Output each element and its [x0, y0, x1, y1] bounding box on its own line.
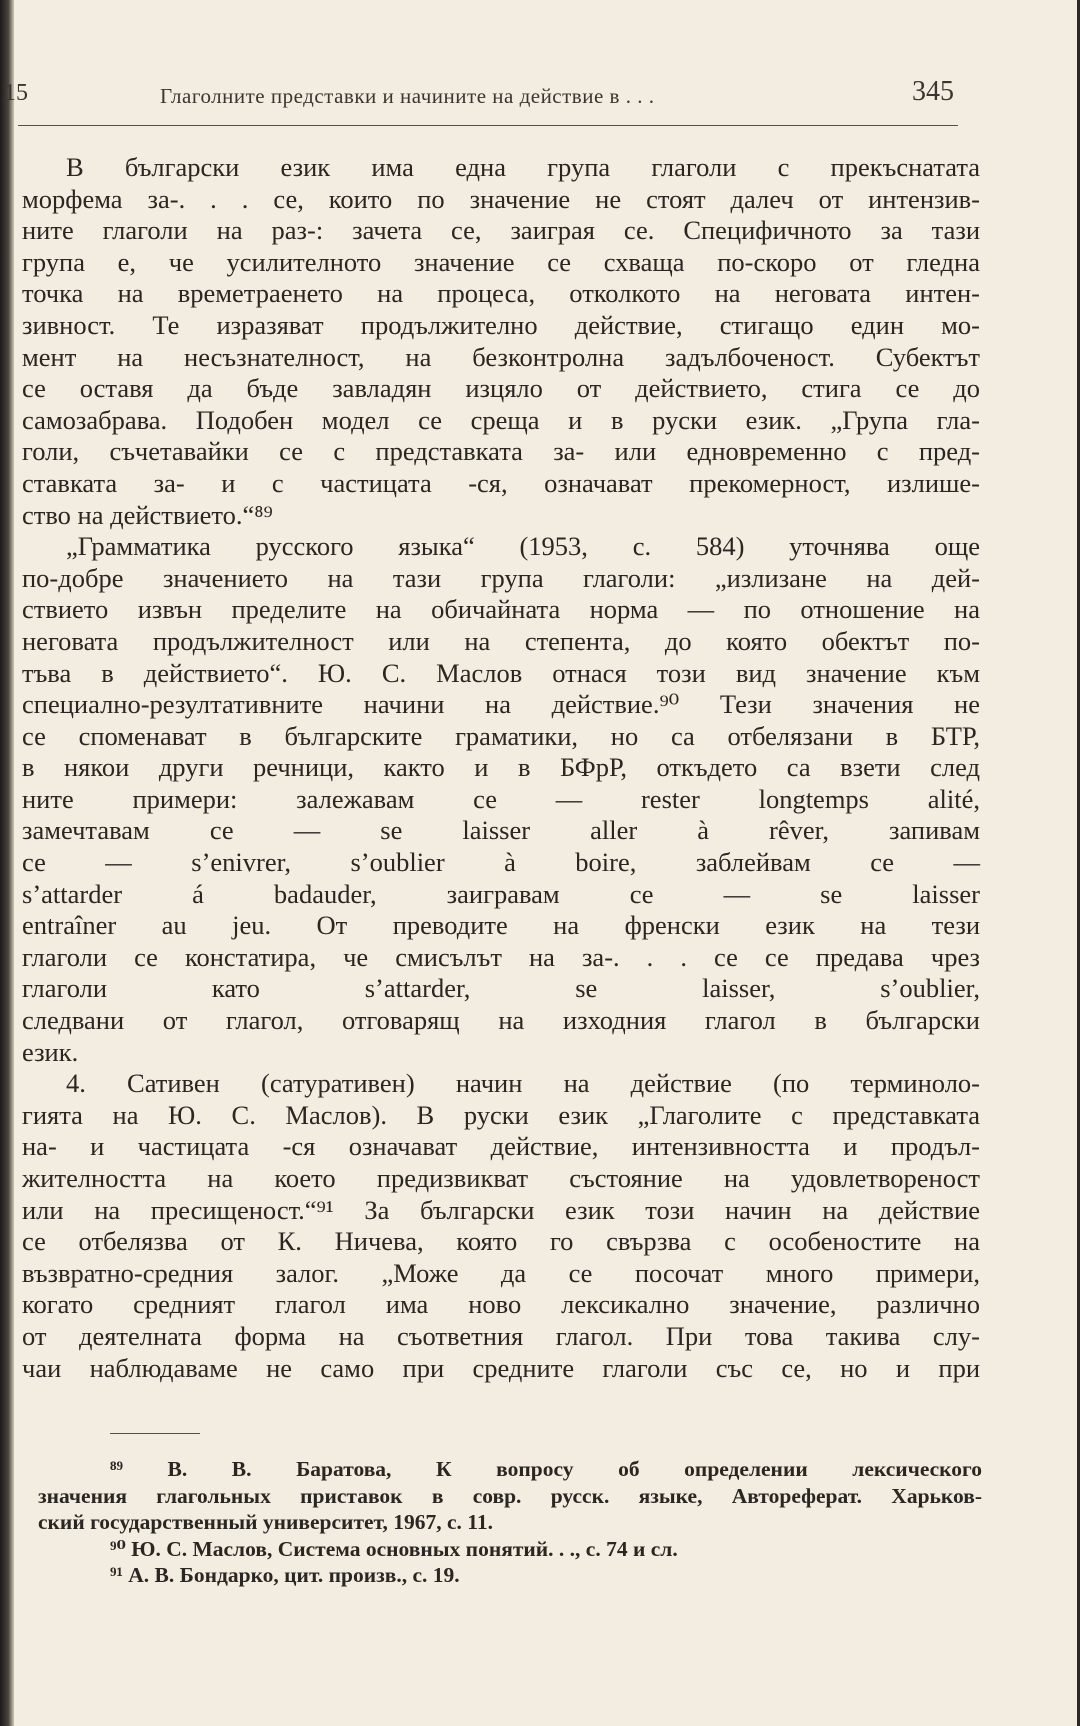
text-line: глаголи като s’attarder, se laisser, s’oublier,: [22, 973, 980, 1004]
footnotes: [38, 1456, 982, 1589]
text-line: ните глаголи на раз-: зачета се, заиграя се. Специфичното за тази: [22, 215, 980, 246]
text-line: се споменават в българските граматики, но са отбелязани в БТР,: [22, 720, 980, 751]
text-line: ствието извън пределите на обичайната норма — по отношение на: [22, 594, 980, 625]
text-line: специално-резултативните начини на действие.⁹⁰ Тези значения не: [22, 689, 980, 720]
text-line: зивност. Те изразяват продължително действие, стигащо един мо-: [22, 309, 980, 340]
text-line: неговата продължителност или на степента, до която обектът по-: [22, 625, 980, 656]
text-line: възвратно-средния залог. „Може да се посочат много примери,: [22, 1257, 980, 1288]
text-line: по-добре значението на тази група глаголи: „излизане на дей-: [22, 562, 980, 593]
text-line: се — s’enivrer, s’oublier à boire, заблейвам се —: [22, 847, 980, 878]
page-number: 345: [912, 76, 954, 107]
text-line: се отбелязва от К. Ничева, която го свързва с особеностите на: [22, 1226, 980, 1257]
text-line: или на пресищеност.“⁹¹ За български език този начин на действие: [22, 1194, 980, 1225]
text-line: когато средният глагол има ново лексикално значение, различно: [22, 1289, 980, 1320]
text-line: следвани от глагол, отговарящ на изходния глагол в български: [22, 1005, 980, 1036]
text-line: entraîner au jeu. От преводите на френски език на тези: [22, 910, 980, 941]
text-line: морфема за-. . . се, които по значение не стоят далеч от интензив-: [22, 183, 980, 214]
text-line: жителността на което предизвикват състояние на удовлетвореност: [22, 1163, 980, 1193]
text-line: „Грамматика русского языка“ (1953, с. 584) уточнява още: [66, 531, 980, 562]
text-line: 4. Сативен (сатуративен) начин на действие (по терминоло-: [66, 1068, 980, 1099]
text-line: се оставя да бъде завладян изцяло от действието, стига се до: [22, 373, 980, 404]
running-title: Глаголните представки и начините на действие в . . .: [160, 84, 655, 108]
text-line: глаголи се констатира, че смисълът на за-. . . се се предава чрез: [22, 941, 980, 972]
text-line: самозабрава. Подобен модел се среща и в руски език. „Група гла-: [22, 404, 980, 435]
text-line: голи, съчетавайки се с представката за- или едновременно с пред-: [22, 436, 980, 467]
text-line: замечтавам се — se laisser aller à rêver, запивам: [22, 815, 980, 846]
footnote-line: ⁹¹ А. В. Бондарко, цит. произв., с. 19.: [110, 1563, 460, 1587]
footnote-line: ⁹⁰ Ю. С. Маслов, Система основных понятий. . ., с. 74 и сл.: [110, 1536, 678, 1561]
text-line: В български език има една група глаголи с прекъснатата: [66, 152, 980, 182]
text-line: s’attarder á badauder, заигравам се — se laisser: [22, 878, 980, 909]
text-line: гията на Ю. С. Маслов). В руски език „Глаголите с представката: [22, 1099, 980, 1130]
book-spine-shadow: [0, 0, 14, 1726]
text-line: точка на времетраенето на процеса, отколкото на неговата интен-: [22, 278, 980, 309]
text-line: чаи наблюдаваме не само при средните глаголи със се, но и при: [22, 1352, 980, 1383]
footnote-line: ский государственный университет, 1967, с. 11.: [38, 1510, 493, 1534]
text-line: от деятелната форма на съответния глагол. При това такива слу-: [22, 1320, 980, 1351]
text-line: ство на действието.“⁸⁹: [22, 499, 273, 530]
body-text: [22, 152, 980, 1384]
header-rule: [18, 125, 958, 126]
text-line: тъва в действието“. Ю. С. Маслов отнася този вид значение към: [22, 657, 980, 688]
text-line: в някои други речници, както и в БФрР, откъдето са взети след: [22, 752, 980, 783]
page-header: [0, 72, 960, 116]
text-line: мент на несъзнателност, на безконтролна задълбоченост. Субектът: [22, 341, 980, 372]
text-line: език.: [22, 1036, 79, 1067]
text-line: група е, че усилителното значение се схваща по-скоро от гледна: [22, 246, 980, 277]
text-line: ните примери: залежавам се — rester longtemps alité,: [22, 783, 980, 814]
text-line: ставката за- и с частицата -ся, означават прекомерност, излише-: [22, 467, 980, 498]
footnote-line: ⁸⁹ В. В. Баратова, К вопросу об определении лексического: [110, 1457, 982, 1481]
text-line: на- и частицата -ся означават действие, интензивността и продъл-: [22, 1131, 980, 1162]
footnote-line: значения глагольных приставок в совр. русск. языке, Автореферат. Харьков-: [38, 1483, 982, 1508]
facing-page-number-fragment: 15: [4, 80, 28, 106]
footnote-rule: [110, 1433, 200, 1434]
